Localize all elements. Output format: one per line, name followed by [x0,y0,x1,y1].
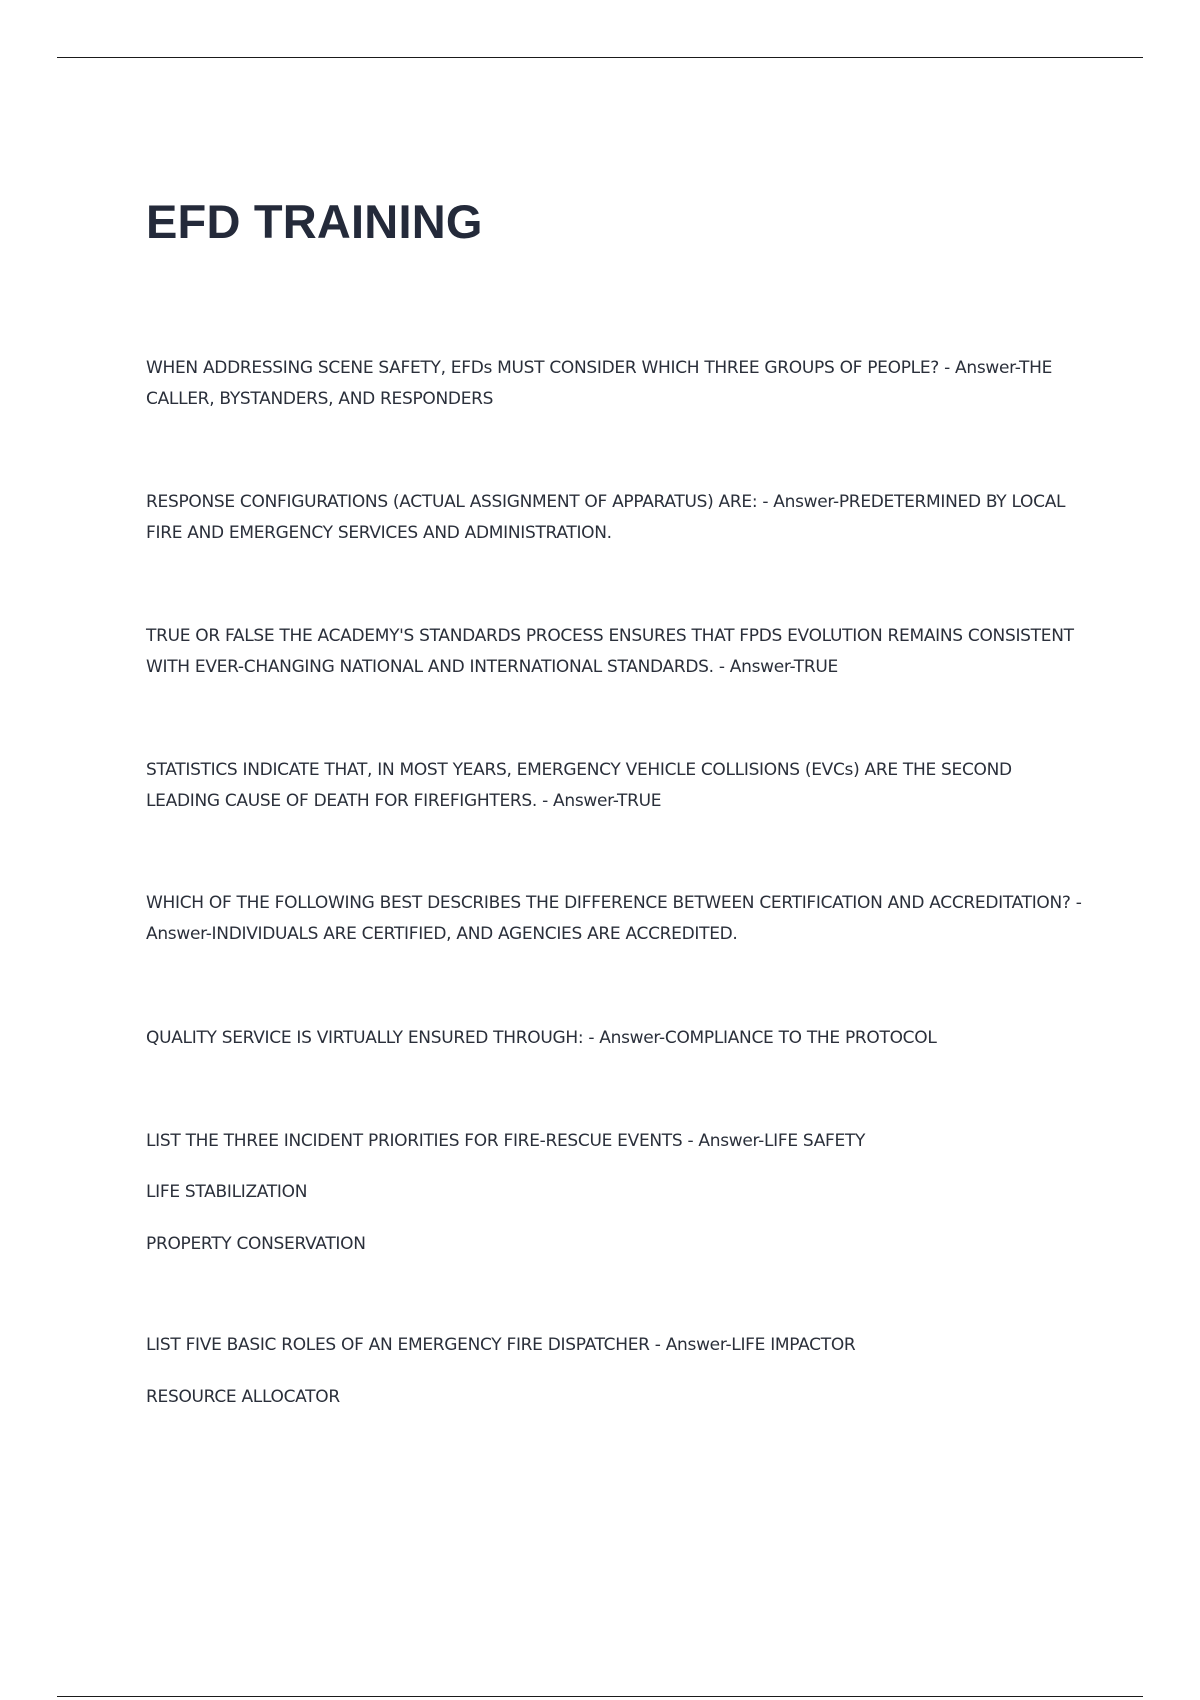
document-title: EFD TRAINING [146,195,483,248]
qa-entry-6: QUALITY SERVICE IS VIRTUALLY ENSURED THROUGH: - Answer-COMPLIANCE TO THE PROTOCOL [146,1028,937,1048]
top-rule [57,57,1143,58]
qa-entry-8-line-2: RESOURCE ALLOCATOR [146,1387,340,1407]
qa-entry-7: LIST THE THREE INCIDENT PRIORITIES FOR FIRE-RESCUE EVENTS - Answer-LIFE SAFETY [146,1131,866,1151]
qa-entry-7-line-2: LIFE STABILIZATION [146,1182,308,1202]
qa-entry-3: TRUE OR FALSE THE ACADEMY'S STANDARDS PROCESS ENSURES THAT FPDS EVOLUTION REMAINS CONSISTENT WITH EVER-CHANGING NATIONAL AND INTERNATIONAL STANDARDS. - Answer-TRUE [146,626,1074,677]
qa-entry-8: LIST FIVE BASIC ROLES OF AN EMERGENCY FIRE DISPATCHER - Answer-LIFE IMPACTOR [146,1335,856,1355]
qa-entry-7-line-3: PROPERTY CONSERVATION [146,1234,366,1254]
qa-entry-2: RESPONSE CONFIGURATIONS (ACTUAL ASSIGNMENT OF APPARATUS) ARE: - Answer-PREDETERMINED BY LOCAL FIRE AND EMERGENCY SERVICES AND ADMINISTRATION. [146,492,1066,543]
qa-entry-1: WHEN ADDRESSING SCENE SAFETY, EFDs MUST CONSIDER WHICH THREE GROUPS OF PEOPLE? - Answer-THE CALLER, BYSTANDERS, AND RESPONDERS [146,358,1053,409]
qa-entry-4: STATISTICS INDICATE THAT, IN MOST YEARS, EMERGENCY VEHICLE COLLISIONS (EVCs) ARE THE SECOND LEADING CAUSE OF DEATH FOR FIREFIGHTERS. - Answer-TRUE [146,760,1012,811]
qa-entry-5: WHICH OF THE FOLLOWING BEST DESCRIBES THE DIFFERENCE BETWEEN CERTIFICATION AND ACCREDITATION? - Answer-INDIVIDUALS ARE CERTIFIED, AND AGENCIES ARE ACCREDITED. [146,893,1082,944]
bottom-rule [57,1696,1143,1697]
